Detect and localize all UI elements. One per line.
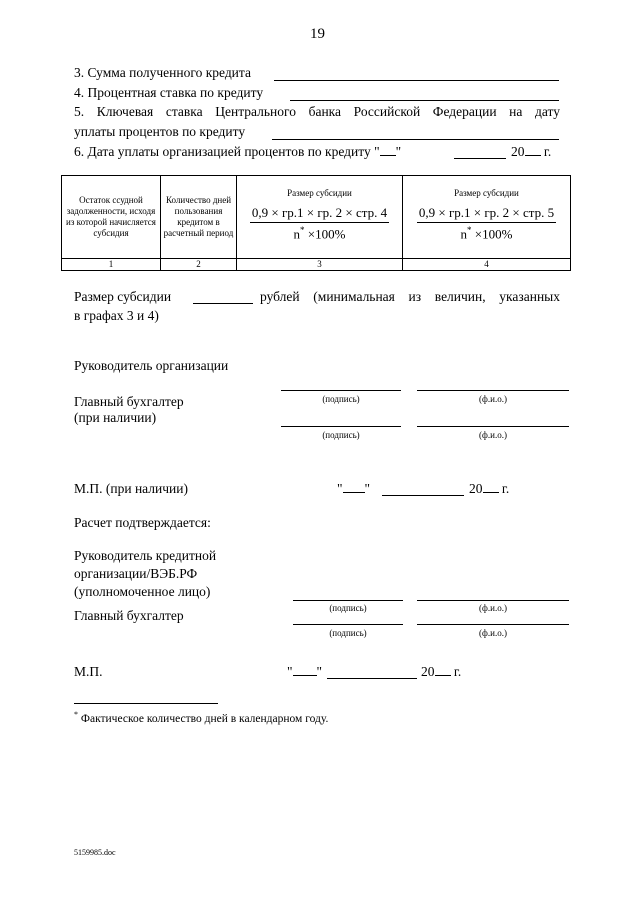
item-5-label-line2: уплаты процентов по кредиту	[74, 124, 246, 139]
item-6-year-prefix: 20	[511, 144, 525, 159]
subsidy-table	[61, 175, 571, 271]
col-header-days: Количество дней пользования кредитом в расчетный период	[161, 176, 237, 259]
head-of-organization: Руководитель организации	[74, 358, 229, 373]
item-6-quote: "	[395, 144, 402, 159]
accountant-name-line	[417, 426, 569, 427]
bank-head-signature-caption: (подпись)	[329, 603, 367, 613]
bank-accountant-signature-caption: (подпись)	[329, 628, 367, 638]
col-number-4: 4	[403, 259, 571, 271]
item-5-label-line1: 5. Ключевая ставка Центрального банка Российской Федерации на дату	[74, 104, 560, 119]
formula-4-star: *	[467, 225, 472, 236]
date-2-close-quote: "	[316, 664, 323, 679]
footnote-star: *	[74, 710, 78, 719]
bank-accountant-name-caption: (ф.и.о.)	[479, 628, 507, 638]
formula-3-percent: ×100%	[304, 226, 346, 242]
item-6-g: г.	[543, 144, 552, 159]
date-1	[337, 481, 370, 497]
footnote-text: Фактическое количество дней в календарном году.	[78, 712, 329, 725]
col-number-2: 2	[161, 259, 237, 271]
col-header-debt: Остаток ссудной задолженности, исходя из которой начисляется субсидия	[62, 176, 161, 259]
formula-4-percent: ×100%	[471, 226, 513, 242]
date-1-close-quote: "	[364, 481, 371, 496]
chief-accountant-note: (при наличии)	[74, 410, 157, 425]
subsidy-size-text: рублей (минимальная из величин, указанных	[260, 289, 560, 304]
item-3-label: 3. Сумма полученного кредита	[74, 65, 251, 80]
item-6-day-blank	[380, 144, 396, 156]
head-signature-line	[281, 390, 401, 391]
formula-4-numerator: 0,9 × гр.1 × гр. 2 × стр. 5	[417, 205, 556, 224]
head-signature-caption: (подпись)	[322, 394, 360, 404]
col-header-subsidy-3	[237, 176, 403, 259]
date-2-month-blank	[327, 678, 417, 679]
date-2-year-blank	[435, 664, 451, 676]
date-2-open-quote: "	[287, 664, 293, 679]
formula-3-numerator: 0,9 × гр.1 × гр. 2 × стр. 4	[250, 205, 389, 224]
col-header-subsidy-4	[403, 176, 571, 259]
subsidy-size-blank	[193, 303, 253, 304]
formula-3-denominator	[250, 223, 389, 242]
chief-accountant: Главный бухгалтер	[74, 394, 184, 409]
accountant-name-caption: (ф.и.о.)	[479, 430, 507, 440]
item-4-label: 4. Процентная ставка по кредиту	[74, 85, 264, 100]
stamp-label: М.П. (при наличии)	[74, 481, 188, 496]
date-2-g: г.	[453, 664, 462, 679]
date-2	[287, 664, 322, 680]
item-6-year-blank	[525, 144, 541, 156]
col-number-3: 3	[237, 259, 403, 271]
document-code: 5159985.doc	[74, 848, 116, 857]
accountant-signature-line	[281, 426, 401, 427]
item-6-year	[511, 144, 551, 160]
subsidy-size-label: Размер субсидии	[74, 289, 172, 304]
bank-accountant-signature-line	[293, 624, 403, 625]
subsidy-size-text-2: в графах 3 и 4)	[74, 308, 159, 323]
date-1-g: г.	[501, 481, 510, 496]
item-5-blank	[272, 139, 559, 140]
item-4-blank	[290, 100, 559, 101]
bank-head-line2: организации/ВЭБ.РФ	[74, 566, 198, 581]
bank-head-line3: (уполномоченное лицо)	[74, 584, 211, 599]
col-number-1: 1	[62, 259, 161, 271]
formula-3	[250, 205, 389, 243]
formula-3-star: *	[300, 225, 305, 236]
item-6-label	[74, 144, 401, 160]
item-6-month-blank	[454, 158, 506, 159]
bank-head-name-line	[417, 600, 569, 601]
page-number: 19	[310, 26, 325, 42]
bank-head-name-caption: (ф.и.о.)	[479, 603, 507, 613]
head-name-caption: (ф.и.о.)	[479, 394, 507, 404]
footnote-separator	[74, 703, 218, 704]
col-header-subsidy-4-label: Размер субсидии	[454, 187, 519, 198]
head-name-line	[417, 390, 569, 391]
bank-head-signature-line	[293, 600, 403, 601]
date-2-day-blank	[293, 664, 317, 676]
calculation-confirmed: Расчет подтверждается:	[74, 515, 211, 530]
bank-chief-accountant: Главный бухгалтер	[74, 608, 184, 623]
item-6-text: 6. Дата уплаты организацией процентов по кредиту "	[74, 144, 380, 159]
formula-3-n: n	[293, 226, 301, 242]
bank-accountant-name-line	[417, 624, 569, 625]
date-2-year	[421, 664, 461, 680]
formula-4-denominator	[417, 223, 556, 242]
date-1-year-blank	[483, 481, 499, 493]
formula-4-n: n	[460, 226, 468, 242]
formula-4	[417, 205, 556, 243]
accountant-signature-caption: (подпись)	[322, 430, 360, 440]
col-header-subsidy-3-label: Размер субсидии	[287, 187, 352, 198]
date-1-year-prefix: 20	[469, 481, 483, 496]
date-1-day-blank	[343, 481, 365, 493]
item-3-blank	[274, 80, 559, 81]
date-1-month-blank	[382, 495, 464, 496]
date-1-year	[469, 481, 509, 497]
bank-stamp-label: М.П.	[74, 664, 103, 679]
bank-head-line1: Руководитель кредитной	[74, 548, 217, 563]
date-2-year-prefix: 20	[421, 664, 435, 679]
footnote	[74, 710, 328, 725]
date-1-open-quote: "	[337, 481, 343, 496]
